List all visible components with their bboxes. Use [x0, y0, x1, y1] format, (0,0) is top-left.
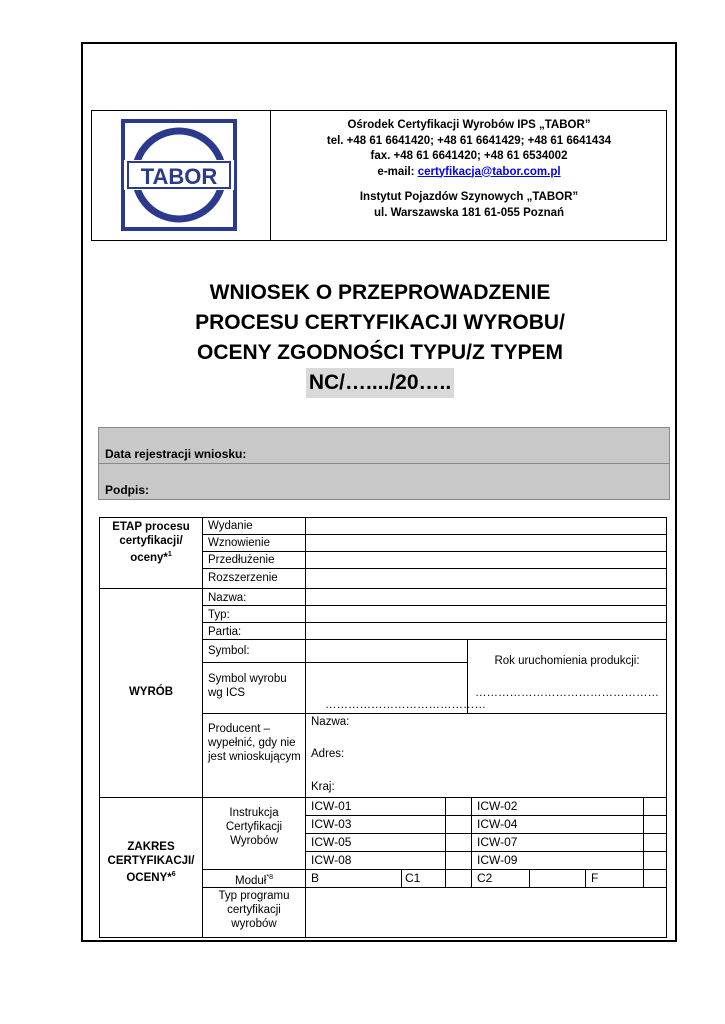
- typ-programu-label: Typ programu certyfikacji wyrobów: [218, 890, 290, 930]
- wyrob-symbol: Symbol:: [208, 645, 250, 657]
- registration-date-label: Data rejestracji wniosku:: [105, 447, 247, 461]
- fax: fax. +48 61 6641420; +48 61 6534002: [370, 150, 568, 162]
- instrukcja-label: Instrukcja Certyfikacji Wyrobów: [225, 807, 283, 847]
- icw-09: ICW-09: [477, 853, 518, 867]
- modul-f: F: [591, 871, 599, 885]
- etap-label: ETAP procesu certyfikacji/ oceny*$^1$: [112, 521, 190, 564]
- icw-04: ICW-04: [477, 817, 518, 831]
- nc-number: NC/…..../20…..: [306, 368, 454, 398]
- icw-03: ICW-03: [311, 817, 352, 831]
- etap-option-wydanie: Wydanie: [208, 520, 253, 532]
- modul-label: Moduł$^{*8}$: [235, 874, 273, 887]
- rok-produkcji-label: Rok uruchomienia produkcji:: [494, 655, 640, 667]
- title-line-3: OCENY ZGODNOŚCI TYPU/Z TYPEM: [197, 341, 563, 364]
- application-table: [99, 517, 667, 938]
- org-name: Ośrodek Certyfikacji Wyrobów IPS „TABOR”: [347, 119, 591, 131]
- title-line-1: WNIOSEK O PRZEPROWADZENIE: [209, 281, 551, 304]
- icw-02: ICW-02: [477, 799, 518, 813]
- wyrob-symbol-ics: Symbol wyrobu wg ICS: [208, 673, 287, 699]
- institute-address: ul. Warszawska 181 61-055 Poznań: [373, 206, 565, 219]
- email-line: [271, 165, 667, 181]
- etap-option-rozszerzenie: Rozszerzenie: [208, 572, 278, 584]
- registration-divider: [98, 463, 670, 464]
- rok-produkcji-dots: …………………………………………: [475, 687, 659, 699]
- producent-kraj: Kraj:: [311, 781, 335, 793]
- document-title: [100, 278, 660, 398]
- producent-label: Producent – wypełnić, gdy nie jest wnioskującym: [208, 723, 301, 763]
- title-line-2: PROCESU CERTYFIKACJI WYROBU/: [195, 311, 565, 334]
- wyrob-nazwa: Nazwa:: [208, 592, 247, 604]
- modul-b: B: [311, 871, 320, 885]
- icw-01: ICW-01: [311, 799, 352, 813]
- etap-option-przedluzenie: Przedłużenie: [208, 554, 275, 566]
- etap-option-wznowienie: Wznowienie: [208, 537, 270, 549]
- producent-adres: Adres:: [311, 748, 345, 760]
- logo-text: TABOR: [140, 164, 218, 189]
- icw-05: ICW-05: [311, 835, 352, 849]
- phone: tel. +48 61 6641420; +48 61 6641429; +48 61 6641434: [326, 134, 612, 147]
- modul-c2: C2: [477, 871, 493, 885]
- header-text: [271, 118, 667, 221]
- icw-07: ICW-07: [477, 835, 518, 849]
- wyrob-partia: Partia:: [208, 626, 242, 638]
- email-label: e-mail:: [377, 165, 418, 178]
- signature-label: Podpis:: [105, 483, 149, 497]
- wyrob-typ: Typ:: [208, 609, 230, 621]
- modul-c1: C1: [405, 871, 421, 885]
- zakres-label: ZAKRES CERTYFIKACJI/ OCENY*$^6$: [107, 841, 195, 884]
- producent-nazwa: Nazwa:: [311, 716, 350, 728]
- tabor-logo: [120, 118, 238, 232]
- email-link[interactable]: certyfikacja@tabor.com.pl: [417, 165, 561, 178]
- institute-name: Instytut Pojazdów Szynowych „TABOR”: [359, 191, 579, 203]
- wyrob-label: WYRÓB: [128, 686, 174, 698]
- symbol-ics-dots: ……………………………………: [325, 699, 486, 711]
- icw-08: ICW-08: [311, 853, 352, 867]
